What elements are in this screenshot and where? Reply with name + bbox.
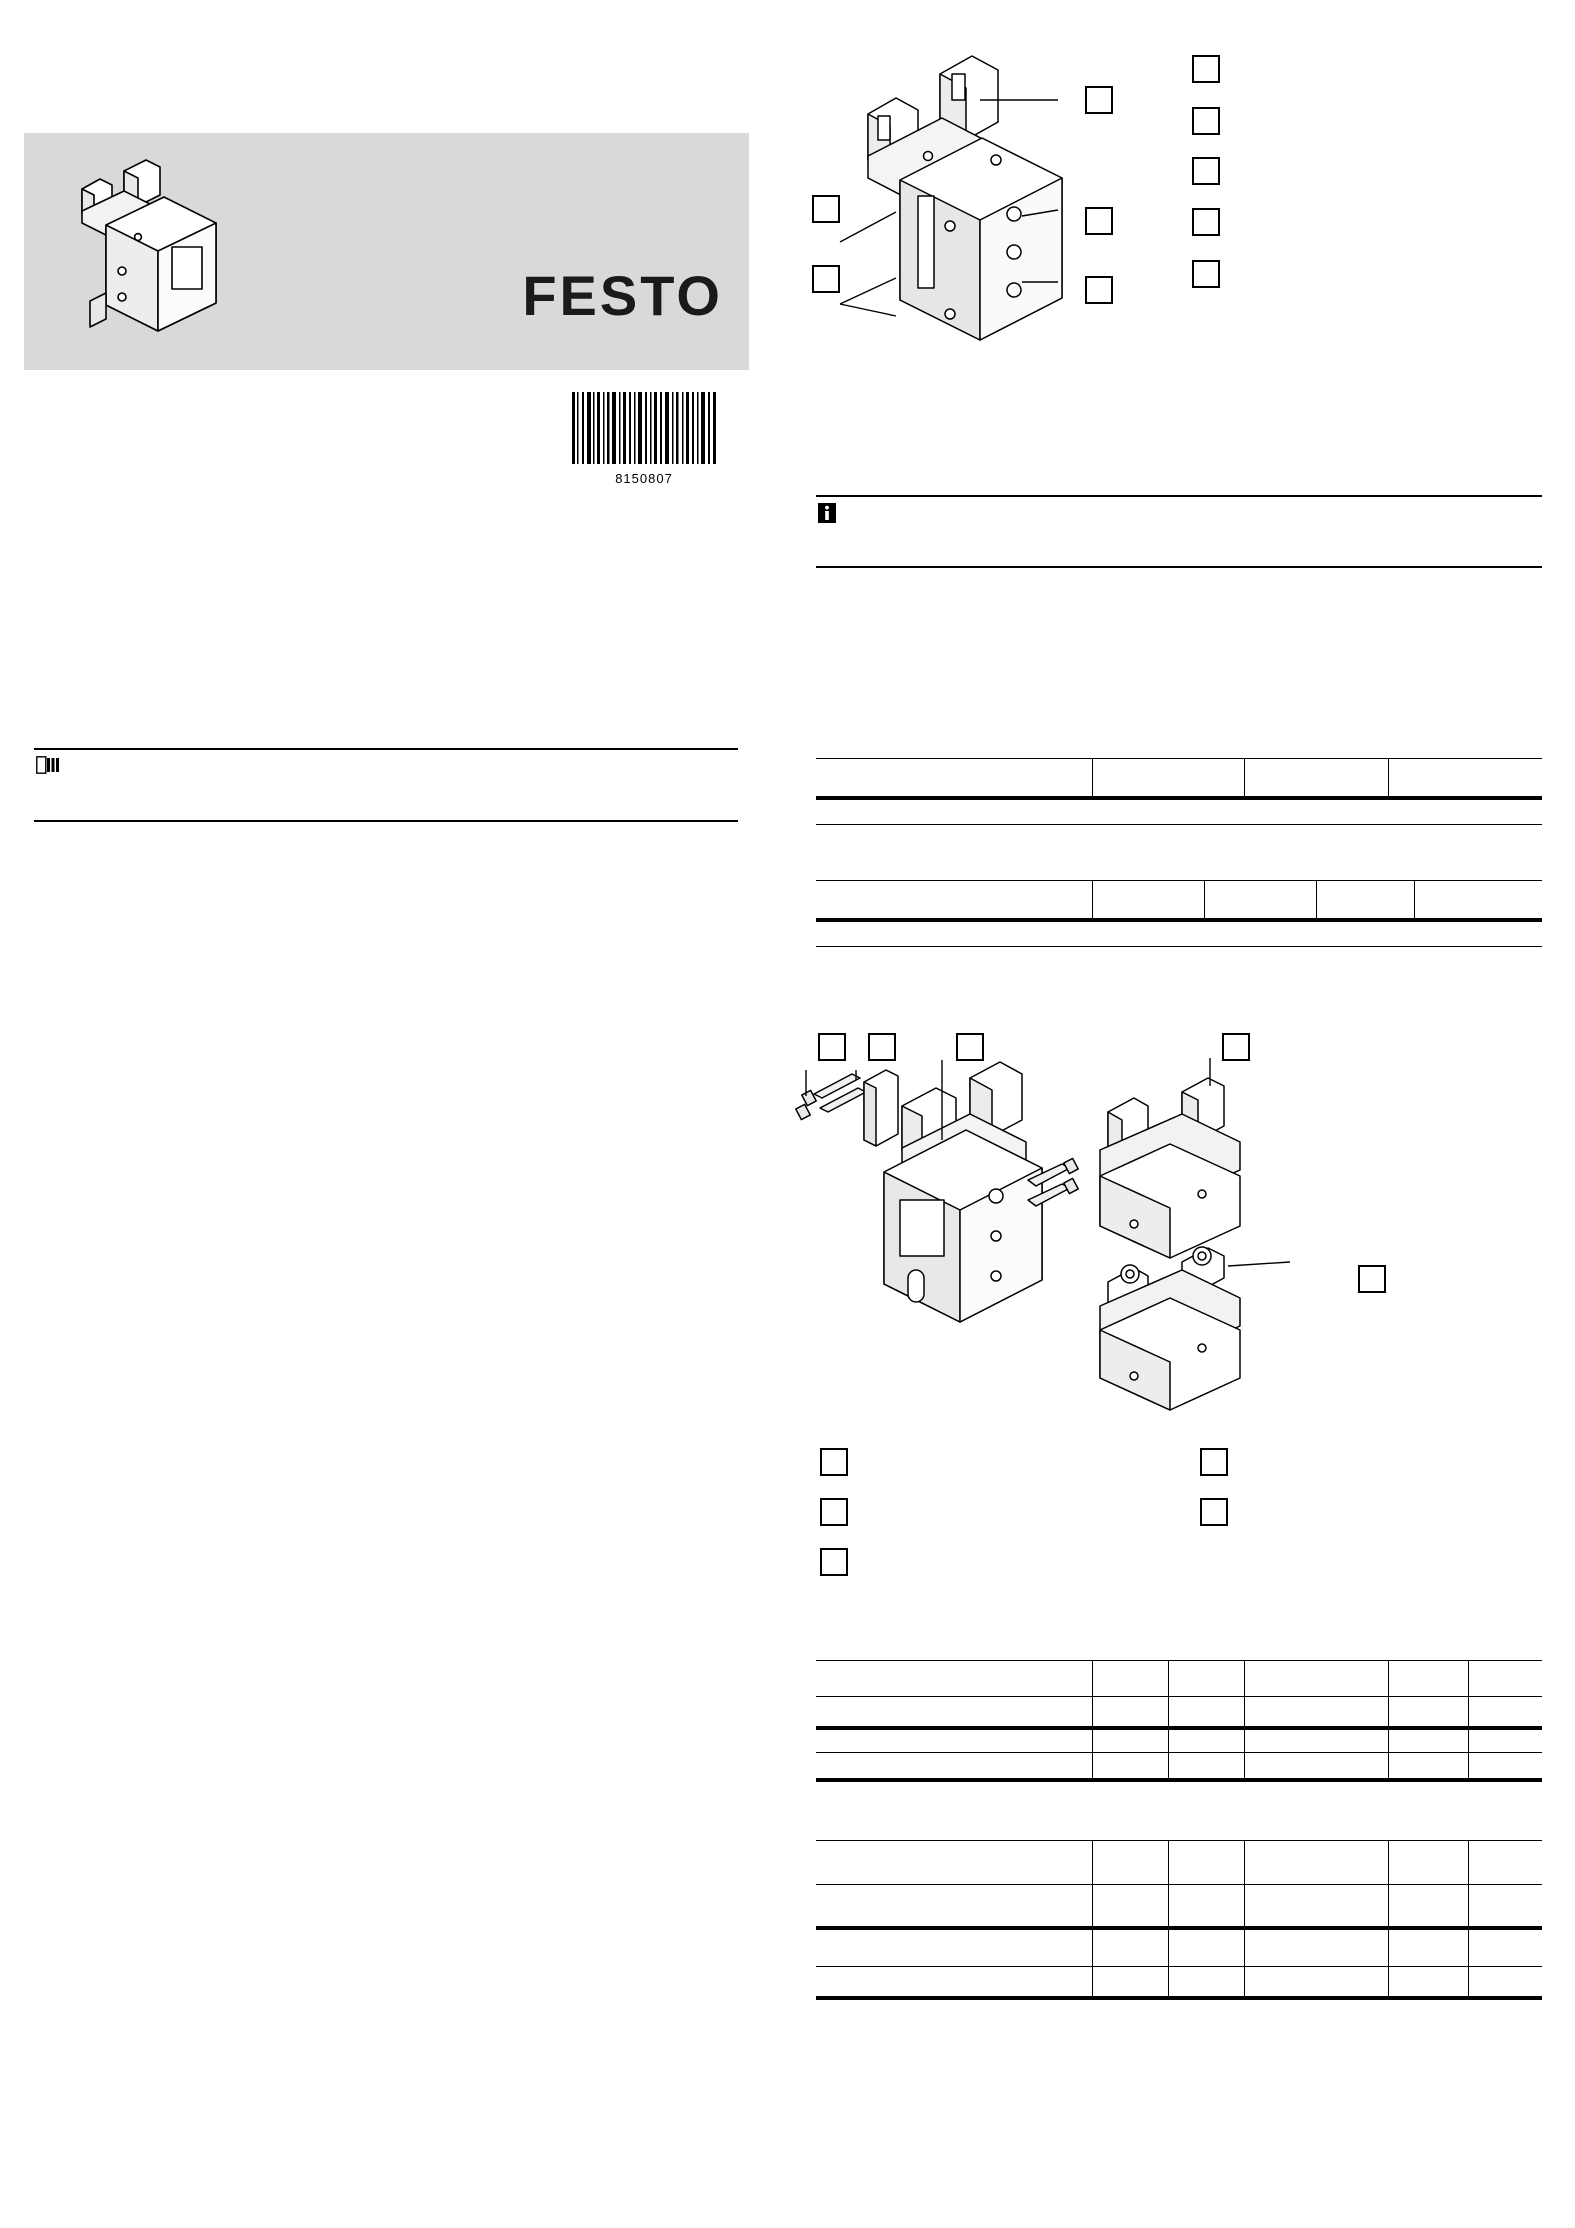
barcode-number: 8150807 xyxy=(615,471,673,486)
callout-marker xyxy=(812,195,840,223)
callout-marker xyxy=(820,1448,848,1476)
info-icon xyxy=(818,503,836,523)
gripper-mounting-views xyxy=(790,1030,1350,1450)
specification-table-2 xyxy=(816,880,1542,950)
legend-marker xyxy=(1192,208,1220,236)
callout-marker xyxy=(1222,1033,1250,1061)
barcode-bars xyxy=(570,392,718,464)
callout-marker xyxy=(1200,1448,1228,1476)
festo-logo: FESTO xyxy=(522,264,723,327)
callout-marker xyxy=(1085,86,1113,114)
legend-marker xyxy=(1192,157,1220,185)
gripper-exploded-view-top xyxy=(800,30,1200,450)
right-note-rule-bottom xyxy=(816,566,1542,568)
callout-marker xyxy=(820,1548,848,1576)
callout-marker xyxy=(956,1033,984,1061)
specification-table-1 xyxy=(816,758,1542,828)
callout-marker xyxy=(820,1498,848,1526)
callout-marker xyxy=(818,1033,846,1061)
legend-marker xyxy=(1192,107,1220,135)
callout-marker xyxy=(1085,207,1113,235)
specification-table-4 xyxy=(816,1840,1542,2000)
callout-marker xyxy=(868,1033,896,1061)
barcode xyxy=(570,392,718,486)
callout-marker xyxy=(1200,1498,1228,1526)
callout-marker xyxy=(1358,1265,1386,1293)
legend-marker xyxy=(1192,260,1220,288)
specification-table-3 xyxy=(816,1660,1542,1782)
callout-marker xyxy=(812,265,840,293)
manual-icon xyxy=(36,756,60,774)
header-banner xyxy=(24,133,749,370)
right-note-rule-top xyxy=(816,495,1542,497)
left-note-rule-top xyxy=(34,748,738,750)
product-photo-gripper xyxy=(60,151,260,361)
callout-marker xyxy=(1085,276,1113,304)
legend-marker xyxy=(1192,55,1220,83)
left-note-rule-bottom xyxy=(34,820,738,822)
